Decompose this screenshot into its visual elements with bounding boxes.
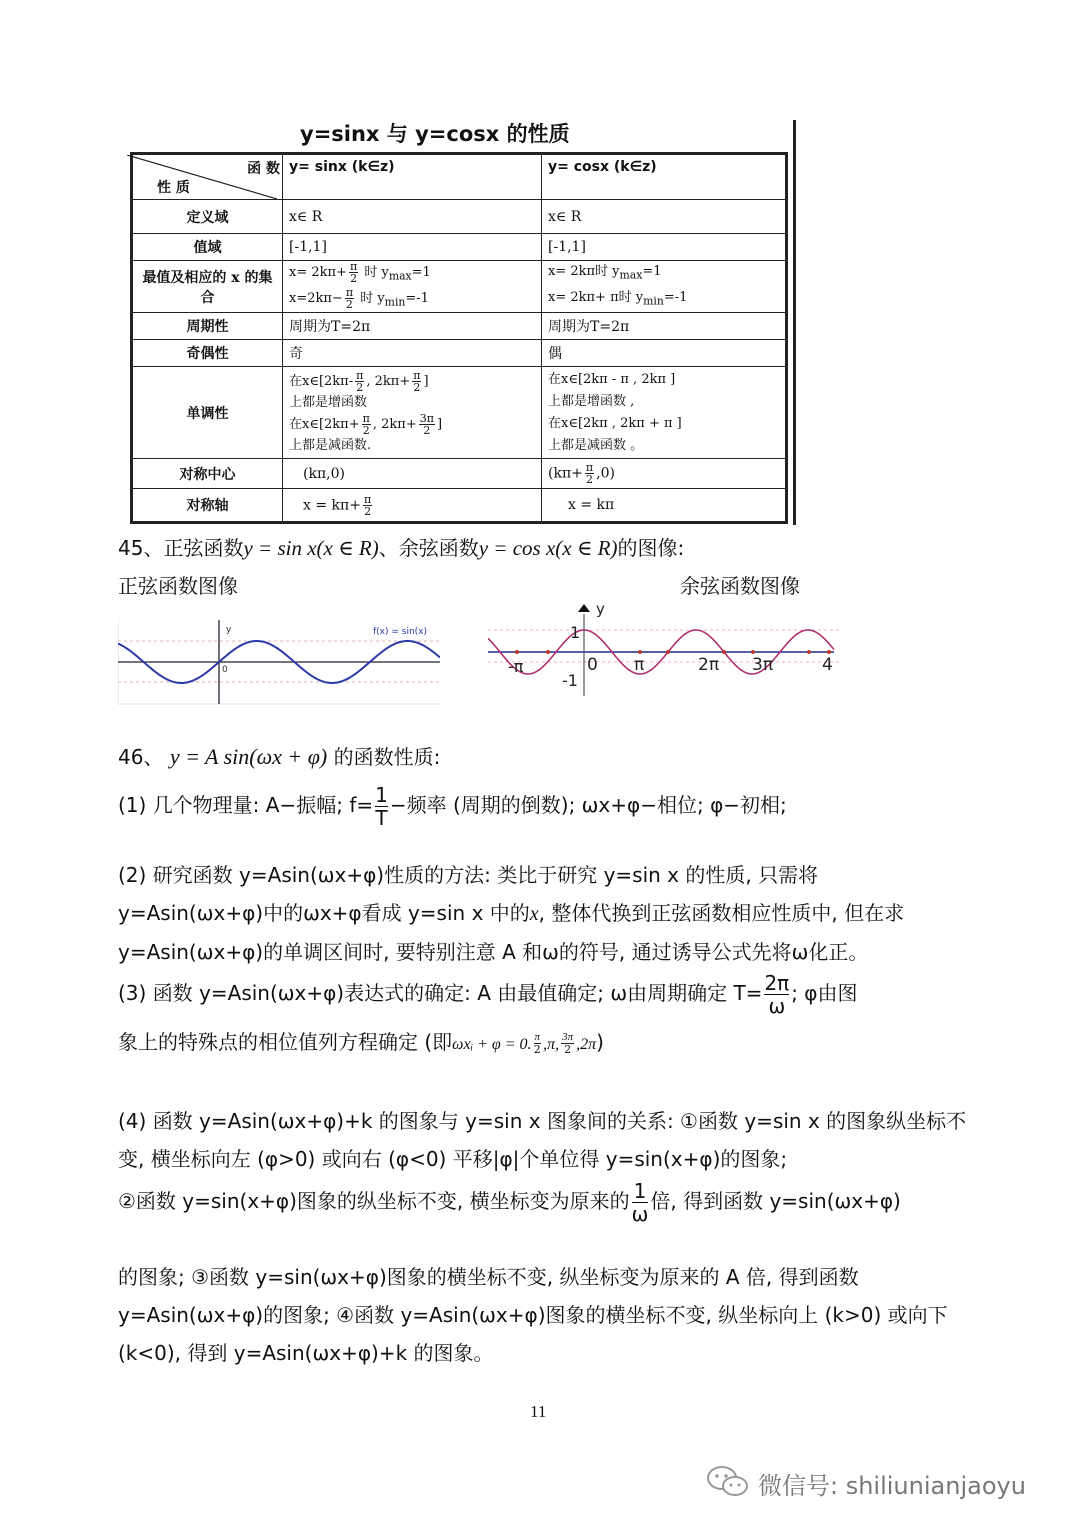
cos-tick-label: 3π <box>752 655 774 675</box>
sin-caption: 正弦函数图像 <box>118 574 238 598</box>
row-label: 最值及相应的 x 的集合 <box>132 261 283 313</box>
cos-y1-label: 1 <box>570 623 581 642</box>
row-label: 单调性 <box>132 367 283 459</box>
cell-cos: [-1,1] <box>542 234 787 261</box>
paragraph-4: (4) 函数 y=Asin(ωx+φ)+k 的图象与 y=sin x 图象间的关系: ①函数 y=sin x 的图象纵坐标不变, 横坐标向左 (φ>0) 或向右 (φ<0) 平移|φ|个单位得 y=sin(x+φ)的图象; <box>118 1109 967 1171</box>
header-sin: y= sinx (k∈z) <box>283 154 542 200</box>
header-cos: y= cosx (k∈z) <box>542 154 787 200</box>
page-number: 11 <box>530 1402 547 1421</box>
section-46-heading: 46、 y = A sin(ωx + φ) 的函数性质: <box>118 744 441 769</box>
cell-cos: x= 2kπ时 $y_{max}=1$ x= 2kπ+ π时 $y_{min}=-1$ <box>542 261 787 313</box>
row-label: 对称轴 <box>132 489 283 523</box>
cos-tick-label: 4 <box>822 655 833 675</box>
table-header-row <box>132 154 787 200</box>
row-label: 奇偶性 <box>132 340 283 367</box>
paragraph-2: (2) 研究函数 y=Asin(ωx+φ)性质的方法: 类比于研究 y=sin x 的性质, 只需将 y=Asin(ωx+φ)中的ωx+φ看成 y=sin x 中的x, 整体代换到正弦函数相应性质中, 但在求 y=Asin(ωx+φ)的单调区间时, 要特别注意 A 和ω的符号, 通过诱导公式先将ω化正。 <box>118 863 905 964</box>
cos-tick-label: 2π <box>698 655 720 675</box>
sin-y-label: y <box>226 625 232 635</box>
row-label: 值域 <box>132 234 283 261</box>
table-row <box>132 234 787 261</box>
cell-cos: x∈ R <box>542 200 787 234</box>
cos-ym1-label: -1 <box>562 671 578 690</box>
cell-cos: (kπ+ $\frac{\pi}{2}$ ,0) <box>542 459 787 489</box>
table-row <box>132 340 787 367</box>
cell-cos: x = kπ <box>542 489 787 523</box>
vertical-rule <box>793 120 796 525</box>
watermark: 微信号: shiliunianjaoyu <box>758 1472 1026 1500</box>
cos-tick-label: -π <box>508 657 524 676</box>
cos-y-label: y <box>596 600 605 618</box>
cell-cos: 偶 <box>542 340 787 367</box>
table-row <box>132 367 787 459</box>
cell-sin: x= 2kπ+ $\frac{\pi}{2}$ 时 $y_{max}=1$ x=2kπ− $\frac{\pi}{2}$ 时 $y_{min}=-1$ <box>283 261 542 313</box>
cell-cos: 周期为T=2π <box>542 313 787 340</box>
cell-cos: 在x∈[2kπ - π , 2kπ ] 上都是增函数 , 在x∈[2kπ , 2kπ + π ] 上都是减函数 。 <box>542 367 787 459</box>
cell-sin: [-1,1] <box>283 234 542 261</box>
cell-sin: x∈ R <box>283 200 542 234</box>
table-title: y=sinx 与 y=cosx 的性质 <box>300 122 570 146</box>
table-row <box>132 200 787 234</box>
cos-tick-label: 0 <box>587 655 598 675</box>
row-label: 周期性 <box>132 313 283 340</box>
header-corner-cell <box>132 154 283 200</box>
corner-top-label: 函 数 <box>247 161 280 177</box>
paragraph-3: (3) 函数 y=Asin(ωx+φ)表达式的确定: A 由最值确定; ω由周期确定 T= $\frac{2\pi}{\omega}$ ; φ由图 象上的特殊点的相位值列方程确定 (即ωxᵢ + φ = 0. $\frac{\pi}{2}$ ,π, $\frac{3\pi}{2}$ ,2π) <box>118 971 858 1056</box>
sin-legend: f(x) = sin(x) <box>373 627 428 637</box>
paragraph-1: (1) 几个物理量: A−振幅; f= $\frac{1}{T}$ −频率 (周期的倒数); ωx+φ−相位; φ−初相; <box>118 783 787 830</box>
table-row <box>132 459 787 489</box>
cell-sin: x = kπ+ $\frac{\pi}{2}$ <box>283 489 542 523</box>
cell-sin: 奇 <box>283 340 542 367</box>
paragraph-4b: ②函数 y=sin(x+φ)图象的纵坐标不变, 横坐标变为原来的 $\frac{1}{\omega}$ 倍, 得到函数 y=sin(ωx+φ) <box>118 1179 901 1226</box>
cell-sin: 在x∈[2kπ- $\frac{\pi}{2}$ , 2kπ+ $\frac{\pi}{2}$ ] 上都是增函数 在x∈[2kπ+ $\frac{\pi}{2}$ , 2kπ+ $\frac{3\pi}{2}$ ] 上都是减函数. <box>283 367 542 459</box>
sine-graph <box>118 618 440 706</box>
cos-tick-label: π <box>634 655 645 675</box>
cosine-graph <box>488 600 840 700</box>
cos-caption: 余弦函数图像 <box>680 574 800 598</box>
sin-origin-label: 0 <box>222 665 228 675</box>
row-label: 定义域 <box>132 200 283 234</box>
table-row <box>132 313 787 340</box>
table-row <box>132 261 787 313</box>
cell-sin: (kπ,0) <box>283 459 542 489</box>
row-label: 对称中心 <box>132 459 283 489</box>
corner-bottom-label: 性 质 <box>157 180 190 196</box>
cell-sin: 周期为T=2π <box>283 313 542 340</box>
table-row <box>132 489 787 523</box>
wechat-icon <box>704 1462 752 1502</box>
properties-table <box>130 152 788 524</box>
y-axis-arrow-icon <box>578 604 590 612</box>
section-45-heading: 45、正弦函数y = sin x(x ∈ R)、余弦函数y = cos x(x ∈ R)的图像: <box>118 536 685 560</box>
paragraph-4c: 的图象; ③函数 y=sin(ωx+φ)图象的横坐标不变, 纵坐标变为原来的 A 倍, 得到函数 y=Asin(ωx+φ)的图象; ④函数 y=Asin(ωx+φ)图象的横坐标不变, 纵坐标向上 (k>0) 或向下 (k<0), 得到 y=Asin(ωx+φ)+k 的图象。 <box>118 1265 948 1365</box>
